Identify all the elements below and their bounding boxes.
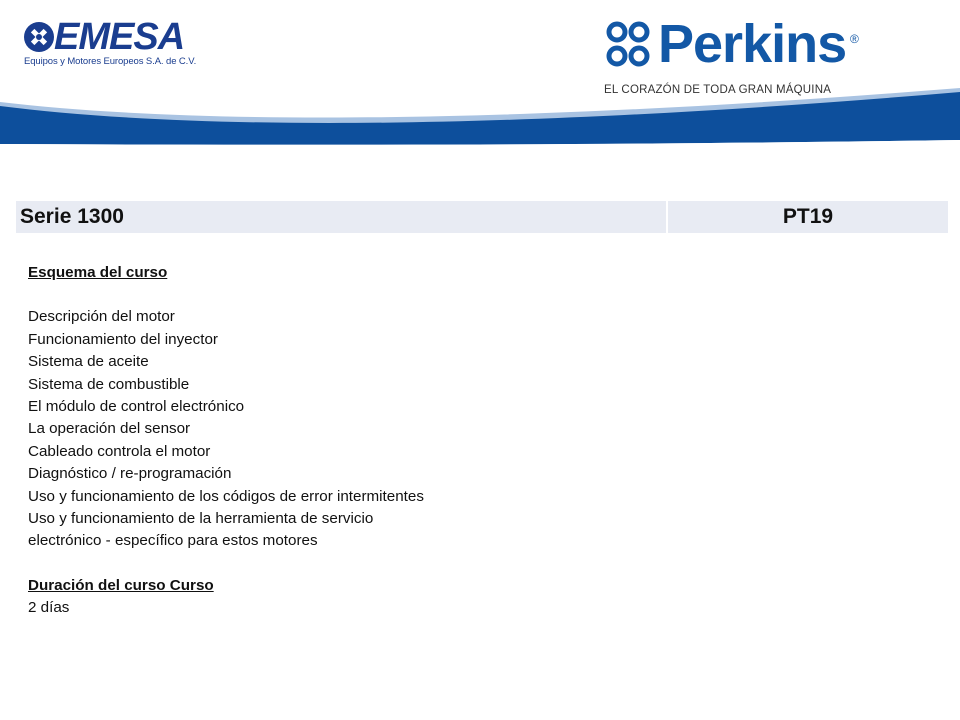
list-item: Descripción del motor (28, 308, 175, 326)
header-wave (0, 80, 960, 170)
course-code: PT19 (668, 201, 948, 233)
list-item: electrónico - específico para estos motores (28, 532, 318, 550)
spacer (28, 553, 628, 575)
perkins-wordmark: Perkins (658, 14, 847, 74)
registered-mark: ® (850, 32, 859, 46)
list-item: El módulo de control electrónico (28, 398, 245, 416)
perkins-tagline: EL CORAZÓN DE TODA GRAN MÁQUINA (604, 84, 832, 96)
list-item: Uso y funcionamiento de la herramienta de servicio (28, 510, 374, 528)
header (0, 0, 960, 200)
emesa-logo (22, 16, 197, 74)
series-title: Serie 1300 (16, 201, 666, 233)
list-item: La operación del sensor (28, 420, 191, 438)
duration-heading: Duración del curso Curso (28, 576, 214, 594)
list-item: Sistema de aceite (28, 353, 149, 371)
spacer (28, 284, 628, 306)
list-item: Funcionamiento del inyector (28, 330, 218, 348)
list-item: Sistema de combustible (28, 375, 190, 393)
list-item: Uso y funcionamiento de los códigos de error intermitentes (28, 487, 424, 505)
outline-heading: Esquema del curso (28, 264, 168, 281)
list-item: Diagnóstico / re-programación (28, 465, 232, 483)
emesa-subtitle: Equipos y Motores Europeos S.A. de C.V. (24, 56, 197, 67)
course-content (28, 262, 628, 620)
duration-value: 2 días (28, 599, 70, 617)
title-row (16, 201, 948, 233)
emesa-wordmark: EMESA (54, 16, 185, 58)
list-item: Cableado controla el motor (28, 442, 211, 460)
perkins-emblem-icon (604, 20, 652, 70)
emesa-emblem-icon (22, 20, 56, 54)
